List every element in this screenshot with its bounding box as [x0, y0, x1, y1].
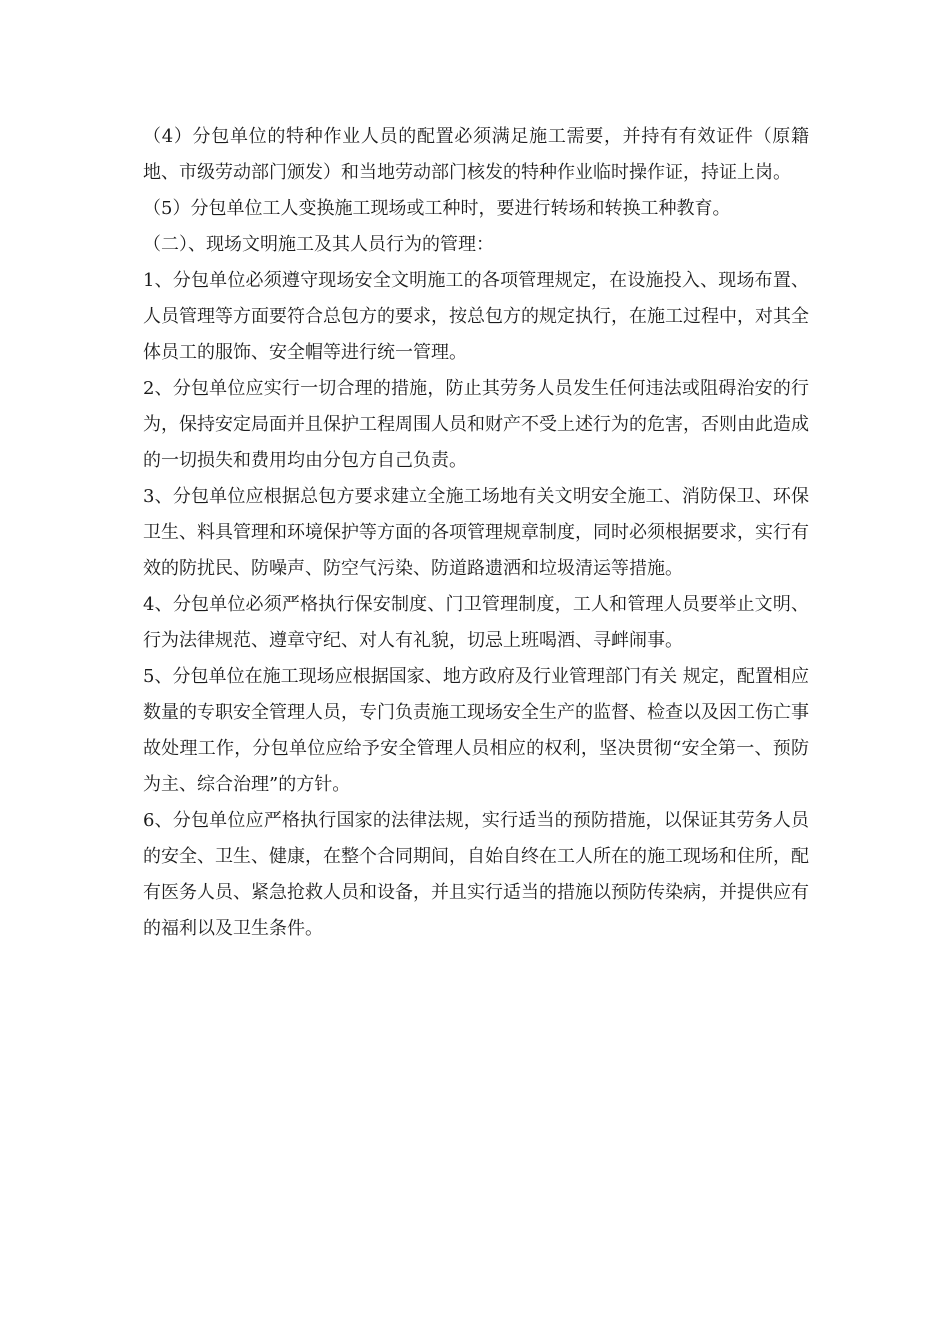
paragraph-item-6: 6、分包单位应严格执行国家的法律法规，实行适当的预防措施，以保证其劳务人员的安全、卫生、健康，在整个合同期间，自始自终在工人所在的施工现场和住所，配有医务人员、紧急抢救人员和设备，并且实行适当的措施以预防传染病，并提供应有的福利以及卫生条件。 — [143, 810, 809, 939]
paragraph-transfer-education: （5）分包单位工人变换施工现场或工种时，要进行转场和转换工种教育。 — [143, 198, 731, 219]
document-body — [143, 119, 809, 947]
paragraph-item-3: 3、分包单位应根据总包方要求建立全施工场地有关文明安全施工、消防保卫、环保卫生、料具管理和环境保护等方面的各项管理规章制度，同时必须根据要求，实行有效的防扰民、防噪声、防空气污染、防道路遗洒和垃圾清运等措施。 — [143, 486, 809, 579]
section-heading-civilized-construction: （二）、现场文明施工及其人员行为的管理： — [143, 234, 494, 255]
paragraph-special-workers: （4）分包单位的特种作业人员的配置必须满足施工需要，并持有有效证件（原籍地、市级劳动部门颁发）和当地劳动部门核发的特种作业临时操作证，持证上岗。 — [143, 126, 809, 183]
paragraph-item-4: 4、分包单位必须严格执行保安制度、门卫管理制度，工人和管理人员要举止文明、行为法律规范、遵章守纪、对人有礼貌，切忌上班喝酒、寻衅闹事。 — [143, 594, 809, 651]
paragraph-item-5: 5、分包单位在施工现场应根据国家、地方政府及行业管理部门有关 规定，配置相应数量的专职安全管理人员，专门负责施工现场安全生产的监督、检查以及因工伤亡事故处理工作，分包单位应给予安全管理人员相应的权利，坚决贯彻“安全第一、预防为主、综合治理”的方针。 — [143, 666, 809, 795]
paragraph-item-2: 2、分包单位应实行一切合理的措施，防止其劳务人员发生任何违法或阻碍治安的行为，保持安定局面并且保护工程周围人员和财产不受上述行为的危害，否则由此造成的一切损失和费用均由分包方自己负责。 — [143, 378, 809, 471]
paragraph-item-1: 1、分包单位必须遵守现场安全文明施工的各项管理规定，在设施投入、现场布置、人员管理等方面要符合总包方的要求，按总包方的规定执行，在施工过程中，对其全体员工的服饰、安全帽等进行统一管理。 — [143, 270, 809, 363]
